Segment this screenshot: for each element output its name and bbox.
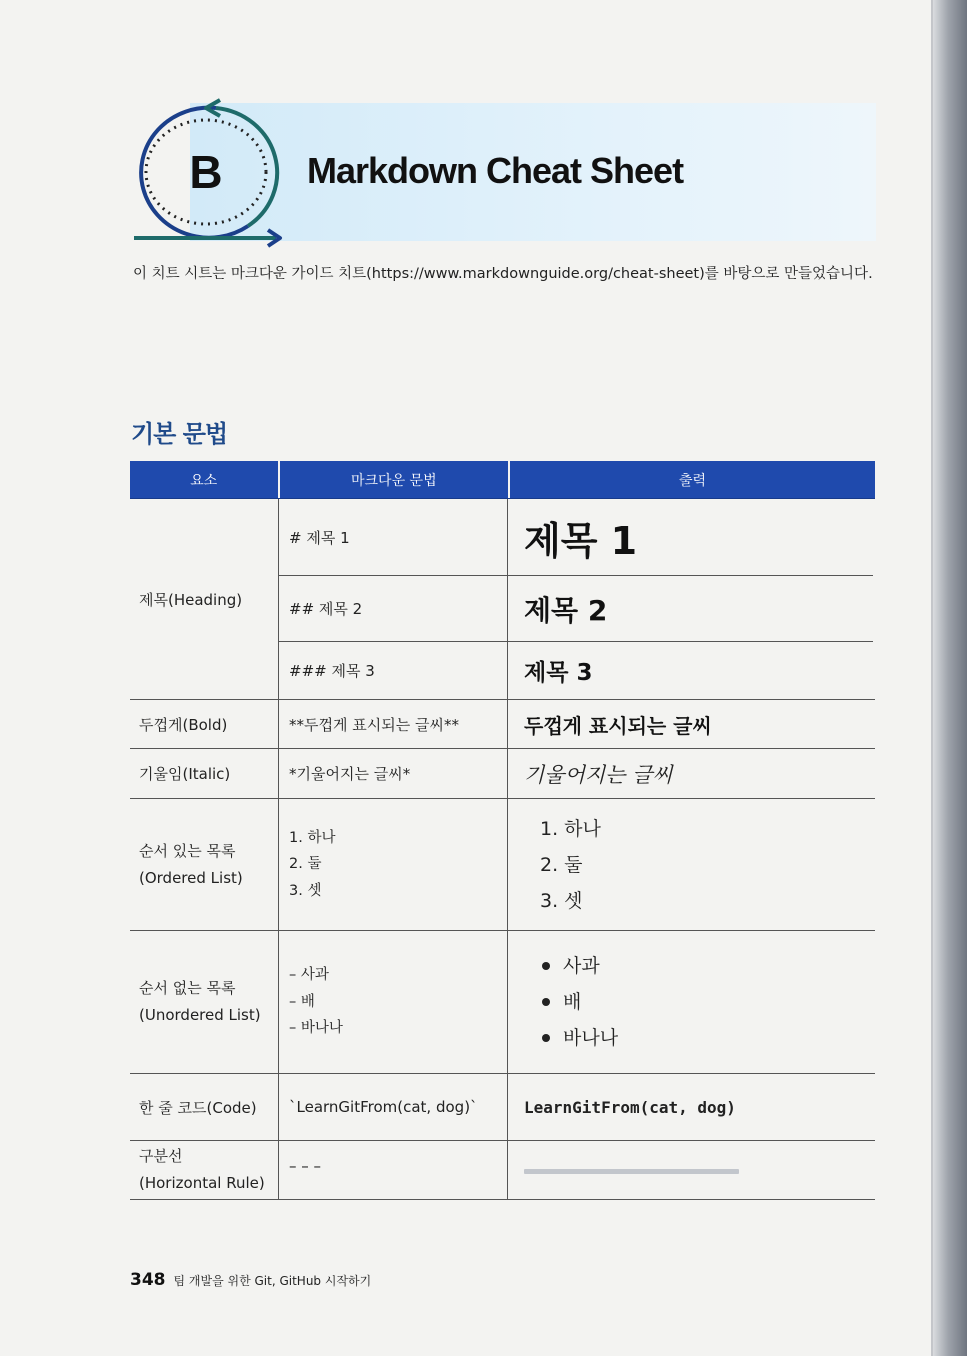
output-hr	[507, 1141, 873, 1199]
syntax-code: `LearnGitFrom(cat, dog)`	[278, 1074, 507, 1140]
list-item: 1. 하나	[540, 817, 601, 840]
list-item-text: 사과	[563, 955, 600, 977]
table-row	[278, 576, 873, 642]
element-unordered-line2: (Unordered List)	[139, 1006, 261, 1024]
element-italic: 기울임(Italic)	[139, 765, 231, 783]
page-footer	[130, 1270, 371, 1290]
syntax-ordered	[278, 799, 507, 930]
table-row	[278, 499, 873, 576]
element-hr	[130, 1141, 278, 1199]
element-unordered-line1: 순서 없는 목록	[139, 979, 236, 997]
list-item: 3. 셋	[289, 882, 322, 899]
table-header	[130, 461, 875, 499]
table-row	[278, 642, 873, 699]
output-h2: 제목 2	[507, 576, 873, 641]
output-bold: 두껍게 표시되는 글씨	[507, 700, 873, 748]
page-edge	[933, 0, 967, 1356]
bullet-icon	[542, 1034, 550, 1042]
list-item	[540, 984, 581, 1020]
list-item: – 배	[289, 993, 315, 1010]
syntax-h2: ## 제목 2	[278, 576, 507, 641]
output-code: LearnGitFrom(cat, dog)	[507, 1074, 873, 1140]
element-bold: 두껍게(Bold)	[139, 715, 228, 734]
list-item	[540, 948, 600, 984]
table-row-heading	[130, 499, 875, 700]
element-unordered	[130, 931, 278, 1073]
bullet-icon	[542, 998, 550, 1006]
syntax-unordered	[278, 931, 507, 1073]
list-item	[540, 1020, 618, 1056]
horizontal-rule	[524, 1169, 739, 1174]
element-code: 한 줄 코드(Code)	[139, 1098, 257, 1117]
table-row-ordered	[130, 799, 875, 931]
output-h1: 제목 1	[507, 499, 873, 575]
list-item-text: 바나나	[563, 1027, 619, 1049]
syntax-bold: **두껍게 표시되는 글씨**	[278, 700, 507, 748]
chapter-letter: B	[189, 146, 223, 198]
list-item: 2. 둘	[289, 856, 322, 873]
cheat-sheet-table	[130, 461, 875, 1200]
bullet-icon	[542, 962, 550, 970]
header-syntax: 마크다운 문법	[280, 461, 510, 498]
list-item: 2. 둘	[540, 853, 583, 876]
chapter-title: Markdown Cheat Sheet	[307, 150, 684, 191]
list-item: 3. 셋	[540, 889, 583, 912]
table-row-hr	[130, 1141, 875, 1200]
element-ordered	[130, 799, 278, 930]
list-item: 1. 하나	[289, 829, 336, 846]
syntax-h3: ### 제목 3	[278, 642, 507, 699]
element-heading: 제목(Heading)	[139, 590, 243, 609]
header-output: 출력	[678, 472, 707, 489]
syntax-h1: # 제목 1	[278, 499, 507, 575]
list-item-text: 배	[563, 991, 582, 1013]
section-title: 기본 문법	[131, 420, 228, 448]
table-row-code	[130, 1074, 875, 1141]
table-row-italic	[130, 749, 875, 799]
output-unordered	[507, 931, 873, 1073]
element-hr-line2: (Horizontal Rule)	[139, 1174, 265, 1192]
page-number: 348	[130, 1270, 166, 1290]
table-row-unordered	[130, 931, 875, 1074]
output-h3: 제목 3	[507, 642, 873, 699]
output-italic: 기울어지는 글씨	[507, 749, 873, 798]
output-ordered	[507, 799, 873, 930]
table-row-bold	[130, 700, 875, 749]
syntax-hr: – – –	[278, 1141, 507, 1199]
list-item: – 바나나	[289, 1020, 343, 1037]
element-ordered-line1: 순서 있는 목록	[139, 841, 236, 860]
book-title: 팀 개발을 위한 Git, GitHub 시작하기	[173, 1274, 372, 1288]
header-element: 요소	[130, 461, 280, 498]
element-hr-line1: 구분선	[139, 1147, 183, 1165]
list-item: – 사과	[289, 967, 329, 984]
element-ordered-line2: (Ordered List)	[139, 868, 243, 887]
intro-text: 이 치트 시트는 마크다운 가이드 치트(https://www.markdownguide.org/cheat-sheet)를 바탕으로 만들었습니다.	[133, 266, 873, 282]
syntax-italic: *기울어지는 글씨*	[278, 749, 507, 798]
